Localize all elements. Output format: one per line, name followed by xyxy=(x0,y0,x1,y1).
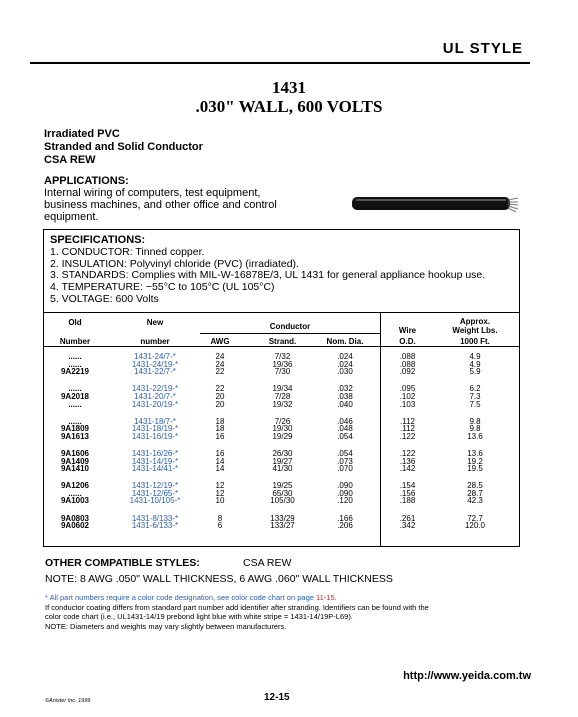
column-divider xyxy=(380,312,381,547)
cell-new: 1431-12/65-* xyxy=(131,488,179,498)
cell-awg: 12 xyxy=(215,481,225,491)
header-od: O.D. xyxy=(399,337,416,346)
cell-strand: 133/27 xyxy=(270,521,295,531)
cell-new: 1431-18/7-* xyxy=(134,416,176,426)
cell-awg: 16 xyxy=(215,431,225,441)
cell-od: .188 xyxy=(399,496,416,506)
cell-nom-dia: .024 xyxy=(337,359,353,369)
cell-awg: 12 xyxy=(215,488,225,498)
subtitle-line: CSA REW xyxy=(44,154,96,166)
cell-nom-dia: .032 xyxy=(337,384,353,394)
cell-new: 1431-16/19-* xyxy=(131,431,179,441)
cell-od: .154 xyxy=(399,481,416,491)
subtitle-line: Irradiated PVC xyxy=(44,128,120,140)
compatible-value: CSA REW xyxy=(243,557,292,569)
cell-od: .142 xyxy=(399,464,416,474)
cell-strand: 7/28 xyxy=(274,391,291,401)
cell-old: 9A1003 xyxy=(60,496,90,506)
cell-nom-dia: .038 xyxy=(337,391,353,401)
cell-od: .342 xyxy=(399,521,416,531)
cell-strand: 7/32 xyxy=(274,352,291,361)
cell-old: 9A1410 xyxy=(60,464,90,474)
cell-nom-dia: .070 xyxy=(337,464,353,474)
header-wire: Wire xyxy=(398,326,417,335)
header-old-number: Number xyxy=(59,337,91,346)
cell-od: .136 xyxy=(399,456,416,466)
cell-weight: 7.5 xyxy=(469,399,481,409)
cell-strand: 19/30 xyxy=(272,424,293,434)
cell-weight: 42.3 xyxy=(467,496,483,506)
cell-awg: 14 xyxy=(215,464,225,474)
cell-od: .122 xyxy=(399,448,416,458)
header-new-number: number xyxy=(140,337,170,346)
cell-od: .261 xyxy=(399,513,416,523)
cell-weight: 9.8 xyxy=(469,416,481,426)
cell-od: .112 xyxy=(400,424,415,434)
cell-old: 9A1206 xyxy=(60,481,90,491)
page-number: 12-15 xyxy=(264,692,290,703)
website-url[interactable]: http://www.yeida.com.tw xyxy=(403,670,531,682)
cell-new: 1431-18/19-* xyxy=(131,424,179,434)
page-title-number: 1431 xyxy=(272,78,306,97)
cell-weight: 4.9 xyxy=(469,359,481,369)
cell-weight: 13.6 xyxy=(467,431,483,441)
cell-nom-dia: .024 xyxy=(337,352,353,361)
cell-new: 1431-20/7-* xyxy=(134,391,176,401)
cell-strand: 19/29 xyxy=(272,431,293,441)
cell-awg: 18 xyxy=(215,424,225,434)
cell-weight: 5.9 xyxy=(469,367,481,377)
cell-awg: 22 xyxy=(215,384,225,394)
wall-thickness-note: NOTE: 8 AWG .050" WALL THICKNESS, 6 AWG .060" WALL THICKNESS xyxy=(45,573,393,585)
cell-new: 1431-20/19-* xyxy=(131,399,179,409)
header-strand: Strand. xyxy=(268,337,297,346)
wire-image xyxy=(350,190,520,220)
cell-nom-dia: .046 xyxy=(337,416,353,426)
cell-od: .102 xyxy=(399,391,416,401)
cell-od: .112 xyxy=(400,416,415,426)
cell-od: .156 xyxy=(399,488,416,498)
cell-awg: 24 xyxy=(215,352,225,361)
cell-awg: 18 xyxy=(215,416,225,426)
cell-strand: 19/32 xyxy=(272,399,293,409)
cell-new: 1431-10/105-* xyxy=(129,496,181,506)
cell-od: .088 xyxy=(399,352,416,361)
cell-strand: 7/30 xyxy=(274,367,291,377)
cell-nom-dia: .073 xyxy=(337,456,353,466)
cell-old: 9A1606 xyxy=(60,448,90,458)
cell-old: 9A0803 xyxy=(60,513,90,523)
cell-awg: 24 xyxy=(215,359,225,369)
cell-nom-dia: .030 xyxy=(337,367,353,377)
cell-awg: 10 xyxy=(215,496,225,506)
cell-od: .122 xyxy=(399,431,416,441)
cell-nom-dia: .166 xyxy=(337,513,353,523)
color-code-page-link[interactable]: 11-15 xyxy=(316,593,335,602)
cell-nom-dia: .040 xyxy=(337,399,353,409)
conductor-rule xyxy=(200,333,380,334)
cell-old: ...... xyxy=(68,384,82,394)
table-top-rule xyxy=(43,312,520,313)
header-approx: Approx. xyxy=(459,317,491,326)
header-weight: Weight Lbs. xyxy=(452,326,498,335)
cell-old: 9A1613 xyxy=(60,431,90,441)
cell-nom-dia: .054 xyxy=(337,431,353,441)
cell-new: 1431-22/19-* xyxy=(131,384,179,394)
cell-weight: 28.7 xyxy=(467,488,483,498)
cell-old: ...... xyxy=(68,399,82,409)
cell-strand: 133/29 xyxy=(270,513,295,523)
cell-awg: 6 xyxy=(217,521,223,531)
cell-od: .095 xyxy=(399,384,416,394)
cell-strand: 19/25 xyxy=(272,481,293,491)
cell-od: .088 xyxy=(399,359,416,369)
cell-weight: 120.0 xyxy=(464,521,486,531)
header-awg: AWG xyxy=(210,337,230,346)
cell-old: ...... xyxy=(68,359,82,369)
cell-strand: 7/26 xyxy=(274,416,291,426)
cell-weight: 13.6 xyxy=(467,448,483,458)
applications-text: Internal wiring of computers, test equipment, business machines, and other office and control equipment. xyxy=(44,187,277,223)
cell-old: 9A1409 xyxy=(60,456,90,466)
cell-new: 1431-6/133-* xyxy=(131,521,179,531)
copyright: ©Anixter Inc. 1999 xyxy=(45,698,91,704)
cell-nom-dia: .048 xyxy=(337,424,353,434)
cell-awg: 8 xyxy=(217,513,223,523)
cell-strand: 41/30 xyxy=(272,464,293,474)
header-old: Old xyxy=(68,318,82,327)
cell-old: 9A1809 xyxy=(60,424,90,434)
cell-weight: 7.3 xyxy=(469,391,481,401)
header-1000ft: 1000 Ft. xyxy=(460,337,490,346)
cell-new: 1431-14/19-* xyxy=(131,456,179,466)
cell-new: 1431-14/41-* xyxy=(131,464,179,474)
cell-weight: 19.5 xyxy=(467,464,483,474)
cell-new: 1431-24/7-* xyxy=(134,352,176,361)
cell-old: 9A2219 xyxy=(60,367,90,377)
cell-old: 9A0602 xyxy=(60,521,90,531)
table-header-rule xyxy=(43,346,520,347)
header-rule xyxy=(30,62,530,64)
cell-weight: 9.8 xyxy=(469,424,481,434)
cell-awg: 22 xyxy=(215,367,225,377)
cell-weight: 19.2 xyxy=(467,456,483,466)
cell-old: ...... xyxy=(68,416,82,426)
header-conductor: Conductor xyxy=(269,322,311,331)
cell-new: 1431-16/26-* xyxy=(131,448,179,458)
specifications-heading: SPECIFICATIONS: xyxy=(50,234,146,246)
cell-old: ...... xyxy=(68,352,82,361)
cell-weight: 28.5 xyxy=(467,481,483,491)
cell-nom-dia: .090 xyxy=(337,481,353,491)
cell-awg: 14 xyxy=(215,456,225,466)
cell-strand: 19/27 xyxy=(272,456,293,466)
cell-strand: 26/30 xyxy=(272,448,293,458)
coating-example: color code chart (i.e., UL1431-14/19 prebond light blue with white stripe = 1431-14/19P-L69). xyxy=(45,612,353,621)
cell-new: 1431-22/7-* xyxy=(134,367,176,377)
page-title-spec: .030" WALL, 600 VOLTS xyxy=(195,97,383,116)
cell-strand: 19/34 xyxy=(272,384,293,394)
cell-od: .103 xyxy=(399,399,416,409)
cell-strand: 19/36 xyxy=(272,359,293,369)
cell-nom-dia: .054 xyxy=(337,448,353,458)
cell-old: 9A2018 xyxy=(60,391,90,401)
applications-heading: APPLICATIONS: xyxy=(44,175,129,187)
cell-od: .092 xyxy=(399,367,416,377)
cell-old: ...... xyxy=(68,488,82,498)
cell-new: 1431-8/133-* xyxy=(131,513,179,523)
cell-weight: 4.9 xyxy=(469,352,481,361)
cell-nom-dia: .120 xyxy=(337,496,353,506)
cell-awg: 20 xyxy=(215,399,225,409)
diameter-note: NOTE: Diameters and weights may vary slightly between manufacturers. xyxy=(45,622,287,631)
coating-note: If conductor coating differs from standard part number add identifier after stranding. Identifiers can be found with the xyxy=(45,603,429,612)
specifications-list: 1. CONDUCTOR: Tinned copper. 2. INSULATION: Polyvinyl chloride (PVC) (irradiated). 3. STANDARDS: Complies with MIL-W-16878E/3, UL 1431 for general appliance hookup use. 4. TEMPERATURE: −55°C to 105°C (UL 105°C) 5. VOLTAGE: 600 Volts xyxy=(50,246,486,305)
compatible-label: OTHER COMPATIBLE STYLES: xyxy=(45,557,200,569)
cell-new: 1431-24/19-* xyxy=(131,359,179,369)
ul-style-title: UL STYLE xyxy=(442,40,523,57)
cell-nom-dia: .206 xyxy=(337,521,353,531)
cell-awg: 20 xyxy=(215,391,225,401)
cell-strand: 105/30 xyxy=(270,496,295,506)
subtitle-line: Stranded and Solid Conductor xyxy=(44,141,203,153)
cell-strand: 65/30 xyxy=(272,488,293,498)
cell-awg: 16 xyxy=(215,448,225,458)
header-new: New xyxy=(146,318,164,327)
cell-nom-dia: .090 xyxy=(337,488,353,498)
cell-new: 1431-12/19-* xyxy=(131,481,179,491)
header-nom-dia: Nom. Dia. xyxy=(326,337,364,346)
cell-weight: 72.7 xyxy=(467,513,483,523)
cell-weight: 6.2 xyxy=(469,384,481,394)
color-code-note: * All part numbers require a color code designation, see color code chart on page 11-15. xyxy=(45,593,337,602)
